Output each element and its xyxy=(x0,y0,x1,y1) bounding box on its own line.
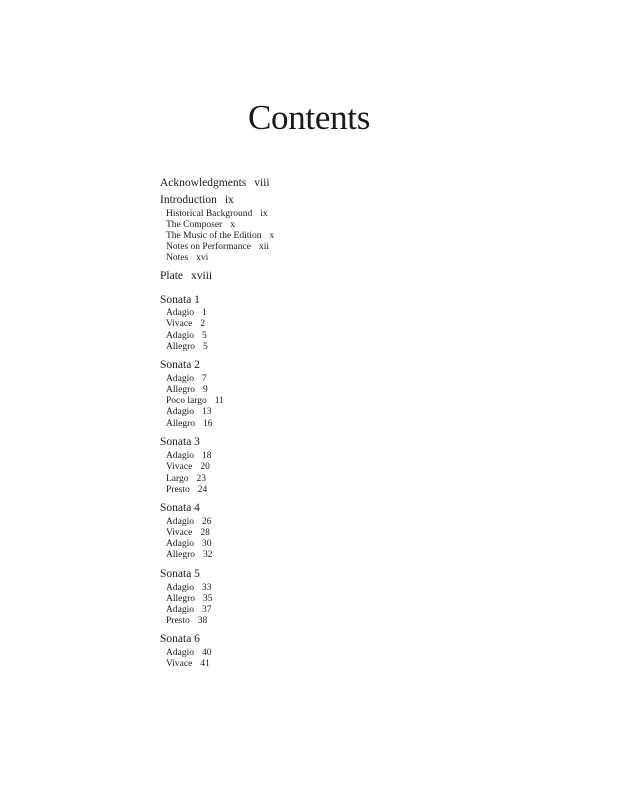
toc-entry-label: Largo xyxy=(166,474,189,484)
toc-movement[interactable] xyxy=(166,374,207,386)
toc-entry-page: 33 xyxy=(201,583,212,593)
toc-entry-label: Sonata 4 xyxy=(160,502,200,514)
toc-entry-page: 32 xyxy=(203,550,213,560)
toc-entry-page: 5 xyxy=(201,331,207,341)
toc-entry-label: Adagio xyxy=(166,331,194,341)
toc-movement[interactable] xyxy=(166,331,207,343)
toc-movement[interactable] xyxy=(166,539,211,551)
toc-entry-label: Sonata 6 xyxy=(160,633,200,645)
toc-entry-page: 2 xyxy=(200,319,206,329)
toc-entry-label: Sonata 3 xyxy=(160,436,200,448)
toc-entry-introduction[interactable] xyxy=(160,193,234,207)
toc-subentry-notes-on-performance[interactable] xyxy=(166,242,269,254)
toc-entry-page: viii xyxy=(254,177,270,189)
toc-entry-page: x xyxy=(230,220,235,230)
toc-heading-sonata-3[interactable] xyxy=(160,435,200,449)
toc-entry-label: Adagio xyxy=(166,605,194,615)
toc-entry-page: 11 xyxy=(214,396,224,406)
toc-entry-plate[interactable] xyxy=(160,269,212,283)
toc-entry-page: 18 xyxy=(201,451,212,461)
toc-entry-page: 35 xyxy=(203,594,213,604)
toc-entry-label: Vivace xyxy=(166,528,193,538)
toc-entry-label: Sonata 1 xyxy=(160,294,200,306)
toc-entry-label: Introduction xyxy=(160,194,217,206)
toc-movement[interactable] xyxy=(166,485,207,497)
toc-entry-label: Notes xyxy=(166,253,189,263)
toc-entry-page: 1 xyxy=(201,308,207,318)
toc-movement[interactable] xyxy=(166,407,211,419)
toc-movement[interactable] xyxy=(166,659,210,671)
toc-entry-label: Vivace xyxy=(166,659,193,669)
toc-heading-sonata-6[interactable] xyxy=(160,632,200,646)
toc-entry-label: Presto xyxy=(166,485,190,495)
toc-entry-label: Notes on Performance xyxy=(166,242,251,252)
toc-subentry-music-of-the-edition[interactable] xyxy=(166,231,274,243)
toc-entry-label: Adagio xyxy=(166,451,194,461)
toc-movement[interactable] xyxy=(166,396,224,408)
toc-movement[interactable] xyxy=(166,528,210,540)
toc-entry-label: Adagio xyxy=(166,539,194,549)
toc-entry-page: 26 xyxy=(201,517,212,527)
toc-entry-label: Adagio xyxy=(166,308,194,318)
toc-entry-label: Allegro xyxy=(166,594,196,604)
toc-entry-label: Adagio xyxy=(166,407,194,417)
toc-movement[interactable] xyxy=(166,550,213,562)
toc-entry-label: Allegro xyxy=(166,342,196,352)
toc-movement[interactable] xyxy=(166,319,205,331)
toc-movement[interactable] xyxy=(166,419,213,431)
toc-movement[interactable] xyxy=(166,583,211,595)
toc-heading-sonata-2[interactable] xyxy=(160,358,200,372)
toc-movement[interactable] xyxy=(166,517,211,529)
toc-subentry-notes[interactable] xyxy=(166,253,208,265)
toc-movement[interactable] xyxy=(166,616,207,628)
toc-movement[interactable] xyxy=(166,308,207,320)
toc-movement[interactable] xyxy=(166,451,211,463)
toc-entry-page: 41 xyxy=(200,659,210,669)
toc-entry-page: 16 xyxy=(203,419,213,429)
toc-subentry-historical-background[interactable] xyxy=(166,209,268,221)
toc-movement[interactable] xyxy=(166,474,206,486)
toc-entry-label: Allegro xyxy=(166,419,196,429)
toc-entry-page: 23 xyxy=(196,474,207,484)
toc-subentry-the-composer[interactable] xyxy=(166,220,235,232)
toc-entry-page: ix xyxy=(224,194,234,206)
toc-entry-acknowledgments[interactable] xyxy=(160,176,270,190)
toc-entry-label: Adagio xyxy=(166,517,194,527)
toc-entry-label: Adagio xyxy=(166,583,194,593)
toc-entry-label: Historical Background xyxy=(166,209,253,219)
toc-entry-page: ix xyxy=(260,209,268,219)
toc-entry-page: 37 xyxy=(201,605,212,615)
toc-entry-label: Adagio xyxy=(166,648,194,658)
toc-entry-page: 28 xyxy=(200,528,210,538)
toc-entry-label: Allegro xyxy=(166,385,196,395)
toc-movement[interactable] xyxy=(166,462,210,474)
toc-entry-page: 38 xyxy=(197,616,208,626)
toc-entry-page: 20 xyxy=(200,462,210,472)
toc-entry-page: 13 xyxy=(201,407,212,417)
toc-heading-sonata-1[interactable] xyxy=(160,293,200,307)
toc-entry-page: 9 xyxy=(203,385,208,395)
toc-heading-sonata-5[interactable] xyxy=(160,567,200,581)
toc-entry-label: Allegro xyxy=(166,550,196,560)
toc-movement[interactable] xyxy=(166,648,211,660)
toc-entry-page: xvi xyxy=(196,253,209,263)
toc-entry-page: xviii xyxy=(191,270,213,282)
page-title: Contents xyxy=(247,98,371,137)
toc-movement[interactable] xyxy=(166,605,211,617)
toc-movement[interactable] xyxy=(166,342,208,354)
toc-entry-page: x xyxy=(269,231,275,241)
toc-entry-label: Sonata 5 xyxy=(160,568,200,580)
toc-entry-label: Poco largo xyxy=(166,396,207,406)
toc-entry-label: Sonata 2 xyxy=(160,359,200,371)
toc-heading-sonata-4[interactable] xyxy=(160,501,200,515)
toc-entry-page: 7 xyxy=(201,374,207,384)
toc-entry-page: xii xyxy=(258,242,269,252)
toc-entry-label: Acknowledgments xyxy=(160,177,247,189)
toc-entry-label: The Music of the Edition xyxy=(166,231,262,241)
toc-movement[interactable] xyxy=(166,594,213,606)
toc-entry-page: 24 xyxy=(197,485,208,495)
toc-entry-label: Vivace xyxy=(166,319,193,329)
toc-entry-page: 40 xyxy=(201,648,212,658)
toc-entry-label: The Composer xyxy=(166,220,223,230)
toc-entry-label: Vivace xyxy=(166,462,193,472)
toc-movement[interactable] xyxy=(166,385,208,397)
toc-entry-label: Presto xyxy=(166,616,190,626)
toc-entry-page: 5 xyxy=(203,342,208,352)
toc-entry-label: Plate xyxy=(160,270,183,282)
toc-entry-label: Adagio xyxy=(166,374,194,384)
toc-entry-page: 30 xyxy=(201,539,212,549)
